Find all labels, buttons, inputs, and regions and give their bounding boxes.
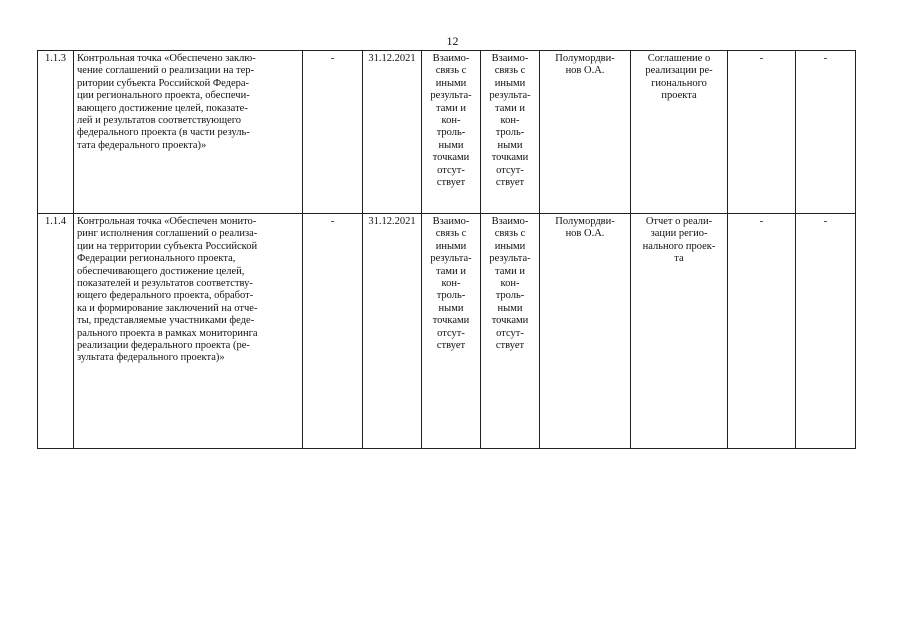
- page-number: 12: [446, 34, 459, 48]
- result-document-cell: Отчет о реали- зации регио- нального проек- та: [631, 214, 728, 449]
- extra-cell: -: [796, 214, 856, 449]
- successor-relation-cell: Взаимо- связь с иными результа- тами и кон- троль- ными точками отсут- ствует: [481, 214, 540, 449]
- table-row: [38, 51, 856, 214]
- control-level-cell: -: [728, 214, 796, 449]
- predecessor-relation-cell: Взаимо- связь с иными результа- тами и кон- троль- ными точками отсут- ствует: [422, 214, 481, 449]
- result-document-cell: Соглашение о реализации ре- гионального проекта: [631, 51, 728, 214]
- predecessor-relation-cell: Взаимо- связь с иными результа- тами и кон- троль- ными точками отсут- ствует: [422, 51, 481, 214]
- row-number: 1.1.4: [38, 214, 74, 449]
- control-points-table: [37, 50, 856, 449]
- start-date-cell: -: [303, 51, 363, 214]
- extra-cell: -: [796, 51, 856, 214]
- end-date-cell: 31.12.2021: [363, 51, 422, 214]
- start-date-cell: -: [303, 214, 363, 449]
- row-number: 1.1.3: [38, 51, 74, 214]
- responsible-person-cell: Полумордви- нов О.А.: [540, 51, 631, 214]
- control-point-title: Контрольная точка «Обеспечен монито- ринг исполнения соглашений о реализа- ции на территории субъекта Российской Федерации регионального проекта, обеспечивающего достижение целей, показателей и результатов соответству- ющего федерального проекта, обработ- ка и формирование заключений на отче- ты, представляемые участниками феде- рального проекта в рамках мониторинга реализации федерального проекта (ре- зультата федерального проекта)»: [74, 214, 303, 449]
- control-level-cell: -: [728, 51, 796, 214]
- end-date-cell: 31.12.2021: [363, 214, 422, 449]
- control-point-title: Контрольная точка «Обеспечено заклю- чение соглашений о реализации на тер- ритории субъекта Российской Федера- ции регионального проекта, обеспечи- вающего достижение целей, показате- лей и результатов соответствующего федерального проекта (в части резуль- тата федерального проекта)»: [74, 51, 303, 214]
- table-row: [38, 214, 856, 449]
- responsible-person-cell: Полумордви- нов О.А.: [540, 214, 631, 449]
- successor-relation-cell: Взаимо- связь с иными результа- тами и кон- троль- ными точками отсут- ствует: [481, 51, 540, 214]
